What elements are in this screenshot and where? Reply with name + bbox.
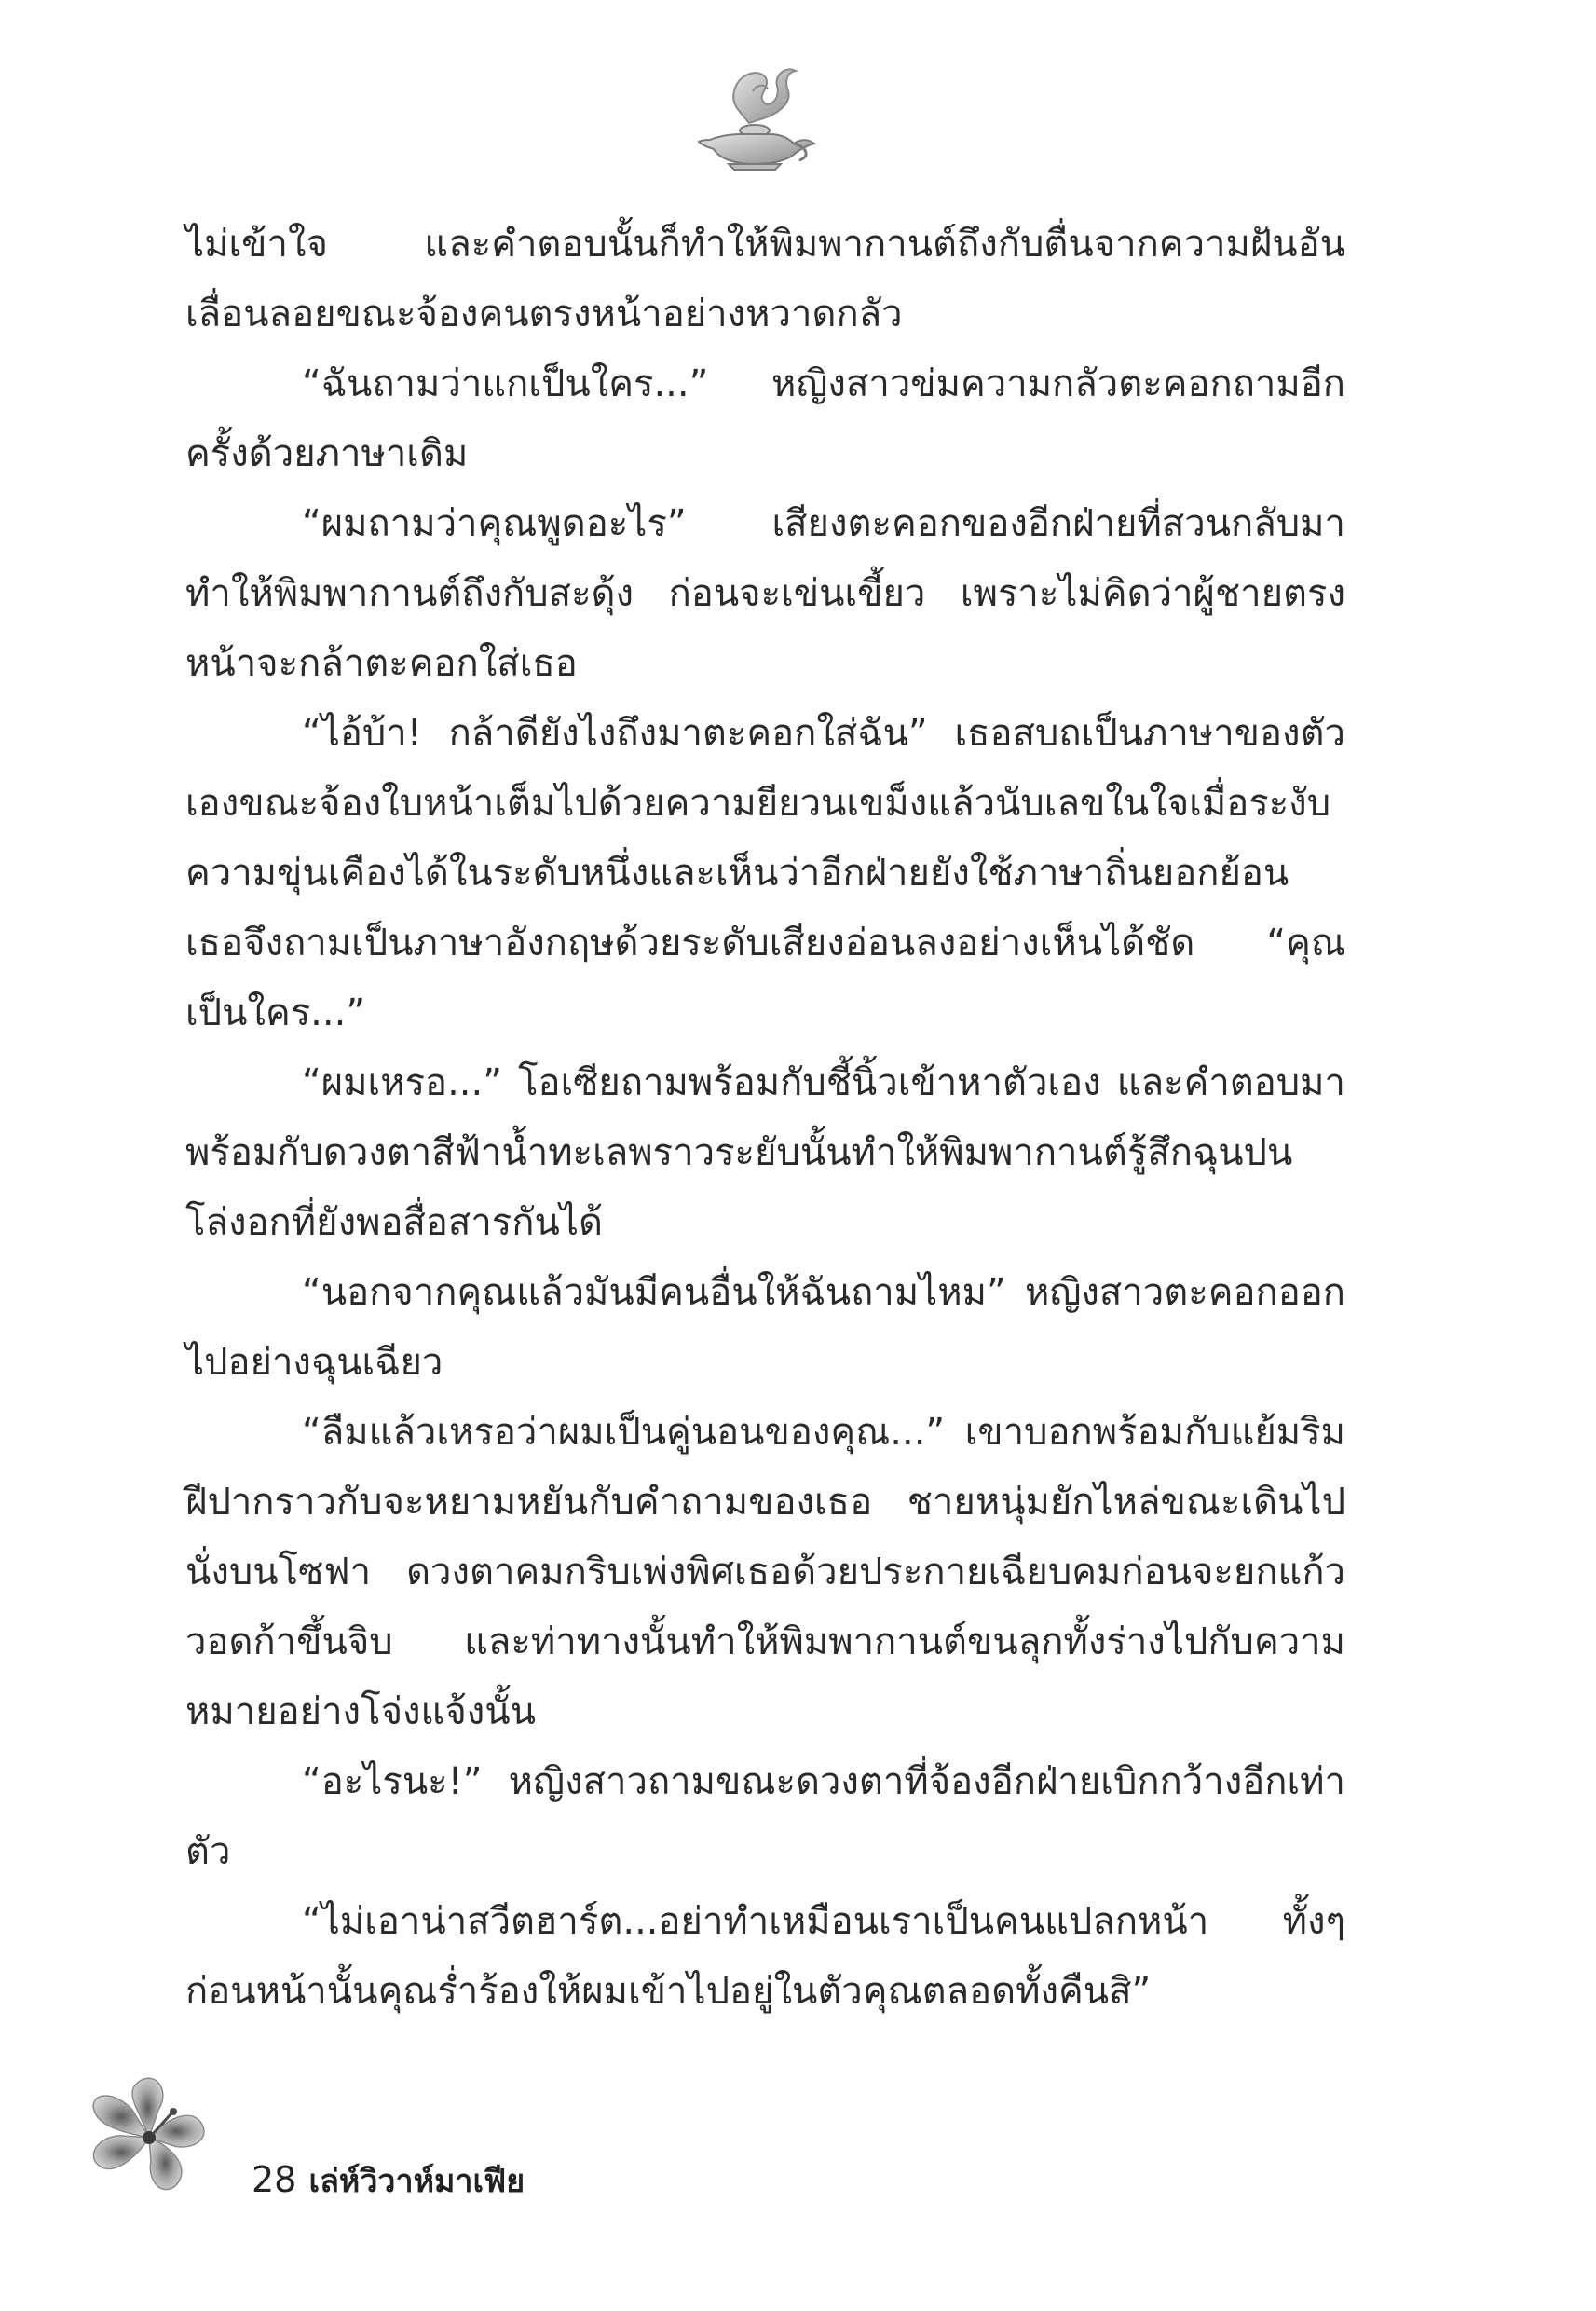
paragraph: “ไอ้บ้า! กล้าดียังไงถึงมาตะคอกใส่ฉัน” เธอสบถเป็นภาษาของตัวเองขณะจ้องใบหน้าเต็มไปด้วยความยียวนเขม็งแล้วนับเลขในใจเมื่อระงับความขุ่นเคืองได้ในระดับหนึ่งและเห็นว่าอีกฝ่ายยังใช้ภาษาถิ่นยอกย้อน เธอจึงถามเป็นภาษาอังกฤษด้วยระดับเสียงอ่อนลงอย่างเห็นได้ชัด “คุณเป็นใคร...”	[185, 712, 1345, 1034]
genie-lamp-icon	[691, 58, 822, 174]
paragraph: “ลืมแล้วเหรอว่าผมเป็นคู่นอนของคุณ...” เขาบอกพร้อมกับแย้มริมฝีปากราวกับจะหยามหยันกับคำถามของเธอ ชายหนุ่มยักไหล่ขณะเดินไปนั่งบนโซฟา ดวงตาคมกริบเพ่งพิศเธอด้วยประกายเฉียบคมก่อนจะยกแก้ววอดก้าขึ้นจิบ และท่าทางนั้นทำให้พิมพากานต์ขนลุกทั้งร่างไปกับความหมายอย่างโจ่งแจ้งนั้น	[185, 1411, 1345, 1733]
paragraph: “อะไรนะ!” หญิงสาวถามขณะดวงตาที่จ้องอีกฝ่ายเบิกกว้างอีกเท่าตัว	[185, 1760, 1345, 1873]
page-number: 28	[252, 2159, 297, 2200]
body-text	[185, 210, 1345, 2027]
paragraph: ไม่เข้าใจ และคำตอบนั้นก็ทำให้พิมพากานต์ถึงกับตื่นจากความฝันอันเลื่อนลอยขณะจ้องคนตรงหน้าอย่างหวาดกลัว	[185, 223, 1345, 335]
paragraph: “ไม่เอาน่าสวีตฮาร์ต...อย่าทำเหมือนเราเป็นคนแปลกหน้า ทั้งๆ ก่อนหน้านั้นคุณร่ำร้องให้ผมเข้าไปอยู่ในตัวคุณตลอดทั้งคืนสิ”	[185, 1900, 1345, 2013]
paragraph: “ผมเหรอ...” โอเซียถามพร้อมกับชี้นิ้วเข้าหาตัวเอง และคำตอบมาพร้อมกับดวงตาสีฟ้าน้ำทะเลพราวระยับนั้นทำให้พิมพากานต์รู้สึกฉุนปนโล่งอกที่ยังพอสื่อสารกันได้	[185, 1061, 1345, 1244]
hibiscus-flower-icon	[82, 2074, 222, 2205]
paragraph: “ผมถามว่าคุณพูดอะไร” เสียงตะคอกของอีกฝ่ายที่สวนกลับมาทำให้พิมพากานต์ถึงกับสะดุ้ง ก่อนจะเข่นเขี้ยว เพราะไม่คิดว่าผู้ชายตรงหน้าจะกล้าตะคอกใส่เธอ	[185, 502, 1345, 685]
paragraph: “นอกจากคุณแล้วมันมีคนอื่นให้ฉันถามไหม” หญิงสาวตะคอกออกไปอย่างฉุนเฉียว	[185, 1271, 1345, 1384]
page-footer	[252, 2155, 525, 2206]
running-title: เล่ห์วิวาห์มาเฟีย	[308, 2163, 525, 2200]
paragraph: “ฉันถามว่าแกเป็นใคร...” หญิงสาวข่มความกลัวตะคอกถามอีกครั้งด้วยภาษาเดิม	[185, 362, 1345, 475]
